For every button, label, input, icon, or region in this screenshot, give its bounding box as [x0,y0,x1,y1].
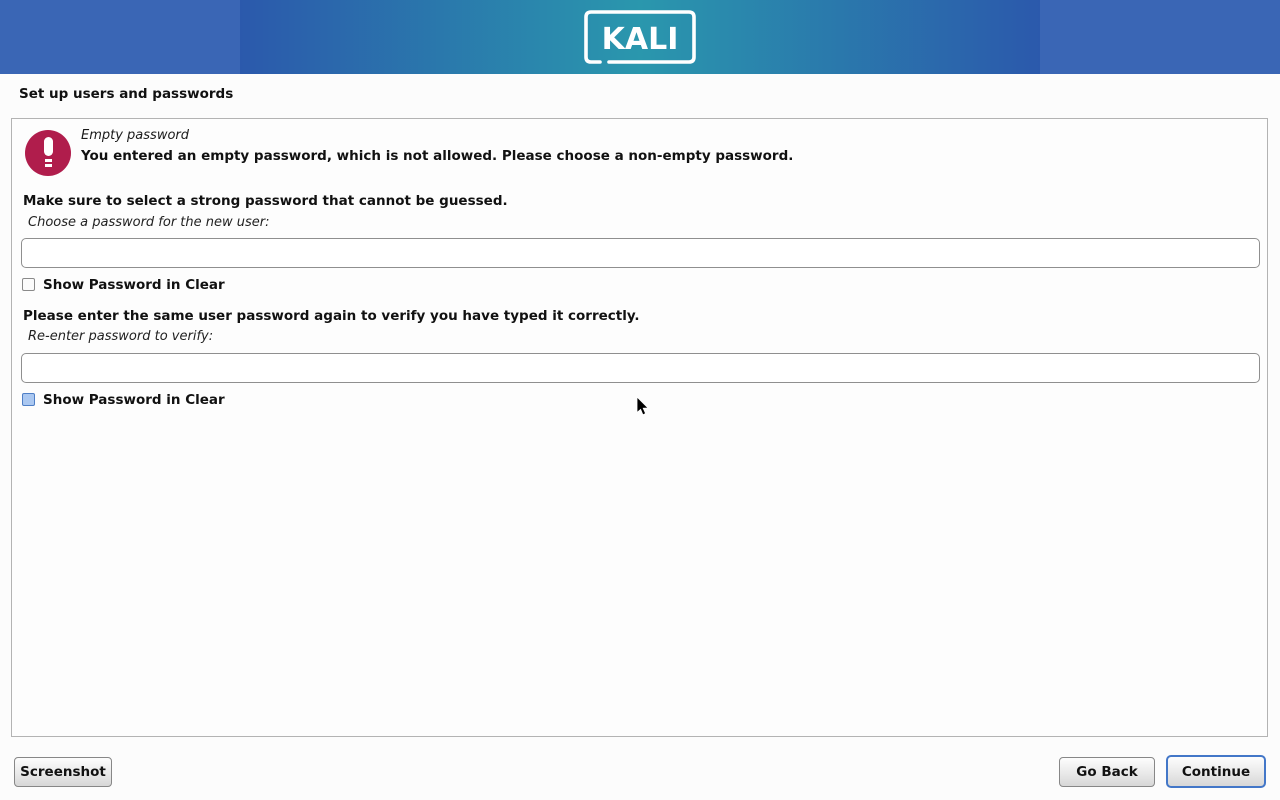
verify-field-label: Re-enter password to verify: [28,329,214,344]
go-back-button[interactable]: Go Back [1059,757,1155,787]
show-password-label-1[interactable]: Show Password in Clear [43,277,225,293]
show-password-checkbox-1[interactable] [22,278,35,291]
screenshot-button[interactable]: Screenshot [14,757,112,787]
banner-right-stripe [1040,0,1280,74]
error-title: Empty password [81,128,189,143]
page-title: Set up users and passwords [19,86,234,102]
content-frame [11,118,1268,737]
header-banner [0,0,1280,74]
kali-logo-icon [584,9,696,65]
kali-logo-text: KALI [601,22,679,57]
error-message: You entered an empty password, which is not allowed. Please choose a non-empty password. [81,148,794,164]
error-exclamation-icon [25,130,71,176]
password-field-label: Choose a password for the new user: [28,215,270,230]
continue-button[interactable]: Continue [1166,755,1266,788]
show-password-label-2[interactable]: Show Password in Clear [43,392,225,408]
strong-password-hint: Make sure to select a strong password that cannot be guessed. [23,193,508,209]
show-password-checkbox-2[interactable] [22,393,35,406]
password-input[interactable] [21,238,1260,268]
banner-left-stripe [0,0,240,74]
verify-password-hint: Please enter the same user password again to verify you have typed it correctly. [23,308,640,324]
verify-password-input[interactable] [21,353,1260,383]
